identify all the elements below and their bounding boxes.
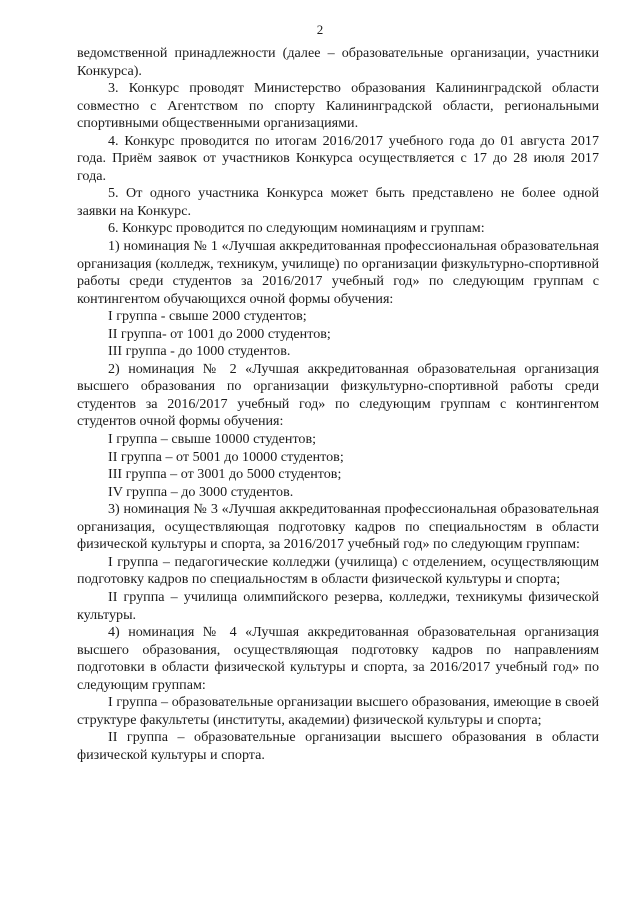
nomination-4: 4) номинация № 4 «Лучшая аккредитованная образовательная организация высшего образования, осуществляющая подготовку кадров по направлениям подготовки в области физической культуры и спорта, за 2016/2017 учебный год» по следующим группам:	[77, 624, 599, 693]
paragraph-item-3: 3. Конкурс проводят Министерство образования Калининградской области совместно с Агентством по спорту Калининградской области, региональными спортивными общественными организациями.	[77, 80, 599, 132]
document-body	[77, 45, 599, 764]
paragraph-item-6: 6. Конкурс проводится по следующим номинациям и группам:	[108, 220, 485, 237]
paragraph-item-4: 4. Конкурс проводится по итогам 2016/2017 учебного года до 01 августа 2017 года. Приём заявок от участников Конкурса осуществляется с 17 до 28 июля 2017 года.	[77, 132, 599, 184]
page-number: 2	[316, 22, 324, 37]
paragraph-continuation: ведомственной принадлежности (далее – образовательные организации, участники Конкурса).	[77, 45, 599, 79]
nomination-3-group-2: II группа – училища олимпийского резерва, колледжи, техникумы физической культуры.	[77, 588, 599, 623]
nomination-2-group-3: III группа – от 3001 до 5000 студентов;	[108, 466, 342, 483]
nomination-4-group-1: I группа – образовательные организации высшего образования, имеющие в своей структуре факультеты (институты, академии) физической культуры и спорта;	[77, 694, 599, 728]
nomination-1-group-2: II группа- от 1001 до 2000 студентов;	[108, 325, 331, 342]
nomination-4-group-2: II группа – образовательные организации высшего образования в области физической культуры и спорта.	[77, 729, 599, 763]
nomination-2: 2) номинация № 2 «Лучшая аккредитованная образовательная организация высшего образования по организации физкультурно-спортивной работы среди студентов за 2016/2017 учебный год» по следующим группам с контингентом студентов очной формы обучения:	[77, 360, 599, 430]
nomination-1-group-3: III группа - до 1000 студентов.	[108, 343, 291, 360]
nomination-3-group-1: I группа – педагогические колледжи (училища) с отделением, осуществляющим подготовку кадров по специальностям в области физической культуры и спорта;	[77, 553, 599, 588]
nomination-3: 3) номинация № 3 «Лучшая аккредитованная профессиональная образовательная организация, осуществляющая подготовку кадров по специальностям в области физической культуры и спорта, за 2016/2017 учебный год» по следующим группам:	[77, 501, 599, 553]
nomination-2-group-2: II группа – от 5001 до 10000 студентов;	[108, 448, 344, 465]
paragraph-item-5: 5. От одного участника Конкурса может быть представлено не более одной заявки на Конкурс.	[77, 185, 599, 219]
nomination-1-group-1: I группа - свыше 2000 студентов;	[108, 308, 307, 325]
nomination-2-group-4: IV группа – до 3000 студентов.	[108, 483, 294, 500]
nomination-1: 1) номинация № 1 «Лучшая аккредитованная профессиональная образовательная организация (колледж, техникум, училище) по организации физкультурно-спортивной работы среди студентов за 2016/2017 учебный год» по следующим группам с контингентом обучающихся очной формы обучения:	[77, 238, 599, 307]
nomination-2-group-1: I группа – свыше 10000 студентов;	[108, 431, 317, 448]
